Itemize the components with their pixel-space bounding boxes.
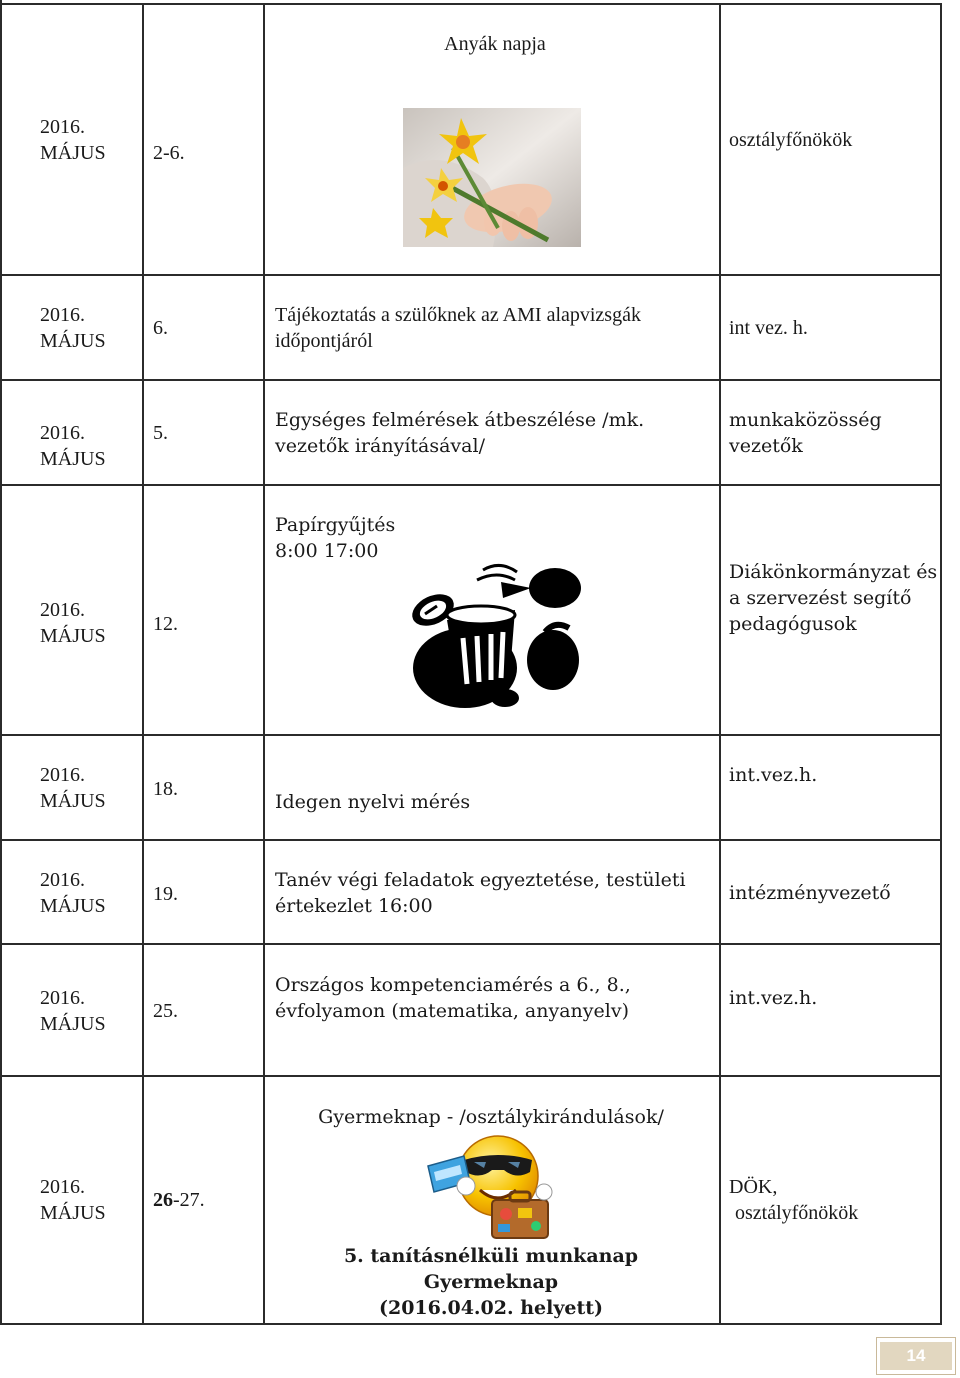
row-responsible: osztályfőnökök [735, 1202, 859, 1224]
row-event: Tanév végi feladatok egyeztetése, testületi értekezlet 16:00 [275, 869, 686, 917]
page-number: 14 [880, 1342, 952, 1370]
row-day: 12. [153, 613, 178, 635]
row-day: 6. [153, 317, 168, 339]
table-border-left [0, 0, 2, 1325]
flowers-image [403, 108, 581, 247]
row-day-end: -27. [173, 1189, 205, 1211]
row-event-title: Gyermeknap - /osztálykirándulások/ [318, 1106, 664, 1128]
row-responsible: int.vez.h. [729, 987, 818, 1009]
row-responsible: int vez. h. [729, 317, 808, 339]
row-divider [0, 734, 942, 736]
table-border-top [0, 3, 942, 5]
row-day: 25. [153, 1000, 178, 1022]
row-divider [0, 943, 942, 945]
row-date: 2016. MÁJUS [40, 869, 106, 917]
recycling-image [405, 558, 585, 710]
row-event-note: Gyermeknap [423, 1271, 559, 1293]
row-event: Idegen nyelvi mérés [275, 791, 471, 813]
row-day-start: 26 [153, 1189, 173, 1211]
row-day: 2-6. [153, 142, 185, 164]
row-responsible: munkaközösség vezetők [729, 409, 882, 457]
row-day [153, 1187, 205, 1213]
row-responsible: int.vez.h. [729, 764, 818, 786]
row-date: 2016. MÁJUS [40, 116, 106, 164]
row-event-note: (2016.04.02. helyett) [378, 1297, 603, 1319]
row-event-time: 8:00 17:00 [275, 540, 379, 562]
row-divider [0, 839, 942, 841]
smiley-image [424, 1128, 560, 1242]
row-divider [0, 484, 942, 486]
table-divider-event [719, 3, 721, 1325]
table-border-bottom [0, 1323, 942, 1325]
row-divider [0, 379, 942, 381]
row-responsible: Diákönkormányzat és a szervezést segítő pedagógusok [729, 561, 938, 635]
row-event-title: Papírgyűjtés [275, 514, 396, 536]
row-date: 2016. MÁJUS [40, 422, 106, 470]
page-number-box [876, 1337, 956, 1375]
row-responsible: DÖK, [729, 1176, 778, 1198]
row-day: 18. [153, 778, 178, 800]
row-date: 2016. MÁJUS [40, 599, 106, 647]
row-day: 19. [153, 883, 178, 905]
row-event-note: 5. tanításnélküli munkanap [343, 1245, 639, 1267]
row-responsible: intézményvezető [729, 882, 891, 904]
row-date: 2016. MÁJUS [40, 764, 106, 812]
row-date: 2016. MÁJUS [40, 1176, 106, 1224]
row-date: 2016. MÁJUS [40, 987, 106, 1035]
row-event: Országos kompetenciamérés a 6., 8., évfolyamon (matematika, anyanyelv) [275, 974, 631, 1022]
row-day: 5. [153, 422, 168, 444]
row-divider [0, 274, 942, 276]
row-event: Egységes felmérések átbeszélése /mk. vezetők irányításával/ [275, 409, 645, 457]
row-date: 2016. MÁJUS [40, 304, 106, 352]
row-divider [0, 1075, 942, 1077]
table-border-right [940, 3, 942, 1325]
row-event: Anyák napja [444, 33, 546, 55]
row-responsible: osztályfőnökök [729, 129, 853, 151]
row-event: Tájékoztatás a szülőknek az AMI alapvizsgák időpontjáról [275, 304, 641, 352]
table-divider-date [142, 3, 144, 1325]
